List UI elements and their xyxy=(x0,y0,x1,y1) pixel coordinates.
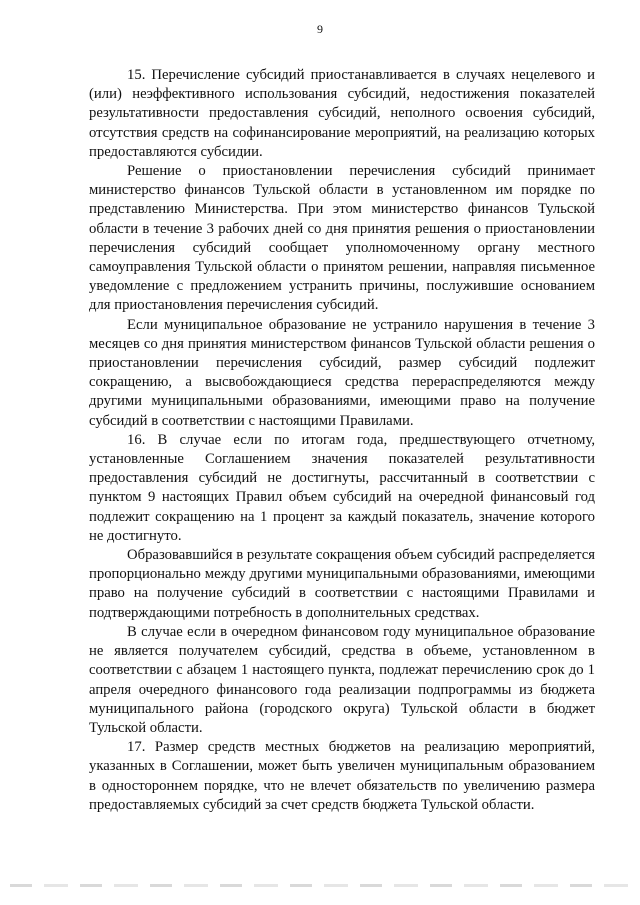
page-number: 9 xyxy=(317,22,323,36)
paragraph-redistribution: Образовавшийся в результате сокращения объем субсидий распределяется пропорционально между другими муниципальными образованиями, имеющими право на получение субсидий в соответствии с настоящими Правилами и подтверждающими потребность в дополнительных средствах. xyxy=(89,547,595,621)
paragraph-17: 17. Размер средств местных бюджетов на реализацию мероприятий, указанных в Соглашении, может быть увеличен муниципальным образованием в одностороннем порядке, что не влечет обязательств по увеличению размера предоставляемых субсидий за счет средств бюджета Тульской области. xyxy=(89,739,595,813)
document-body xyxy=(89,66,595,815)
paragraph-unresolved-violations: Если муниципальное образование не устранило нарушения в течение 3 месяцев со дня принятия министерством финансов Тульской области решения о приостановлении перечисления субсидий, размер субсидий подлежит сокращению, а высвобождающиеся средства перераспределяются между другими муниципальными образованиями, имеющими право на получение субсидий в соответствии с настоящими Правилами. xyxy=(89,316,595,429)
paragraph-return-of-funds: В случае если в очередном финансовом году муниципальное образование не является получателем субсидий, средства в объеме, установленном в соответствии с абзацем 1 настоящего пункта, подлежат перечислению срок до 1 апреля очередного финансового года реализации подпрограммы из бюджета муниципального района (городского округа) Тульской области в бюджет Тульской области. xyxy=(89,623,595,736)
paragraph-15: 15. Перечисление субсидий приостанавливается в случаях нецелевого и (или) неэффективного использования субсидий, недостижения показателей результативности предоставления субсидий, неполного освоения субсидий, отсутствия средств на софинансирование мероприятий, на реализацию которых предоставляются субсидии. xyxy=(89,67,595,160)
scan-edge-artifact xyxy=(10,884,630,887)
paragraph-16: 16. В случае если по итогам года, предшествующего отчетному, установленные Соглашением значения показателей результативности предоставления субсидий не достигнуты, рассчитанный в соответствии с пунктом 9 настоящих Правил объем субсидий на очередной финансовый год подлежит сокращению на 1 процент за каждый показатель, значение которого не достигнуто. xyxy=(89,431,595,544)
paragraph-suspension-decision: Решение о приостановлении перечисления субсидий принимает министерство финансов Тульской области в установленном им порядке по представлению Министерства. При этом министерство финансов Тульской области в течение 3 рабочих дней со дня принятия решения о приостановлении перечисления субсидий сообщает уполномоченному органу местного самоуправления Тульской области о принятом решении, направляя письменное уведомление с предложением устранить причины, послужившие основанием для приостановления перечисления субсидий. xyxy=(89,163,595,314)
